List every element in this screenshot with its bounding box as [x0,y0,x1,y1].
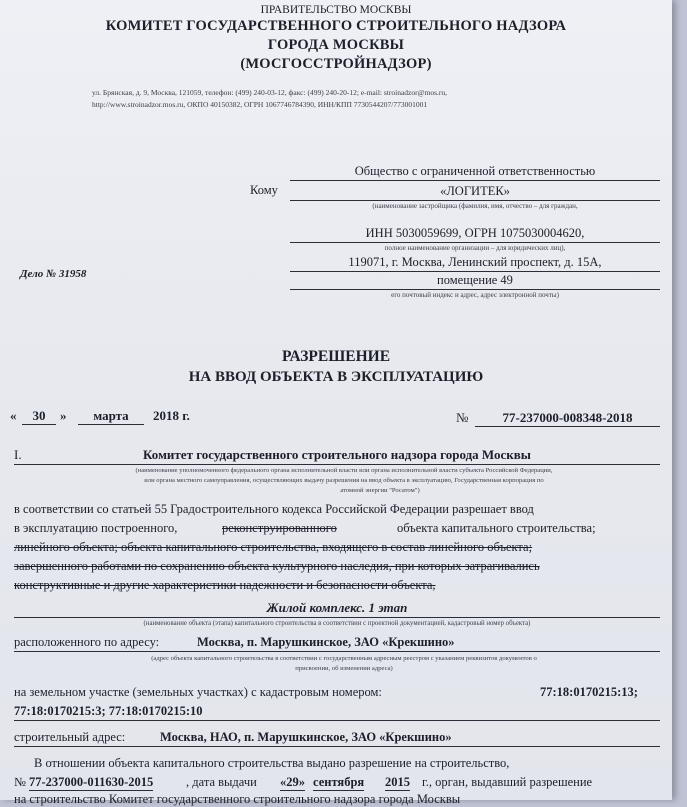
recipient-address-line2: помещение 49 [437,273,513,287]
address-hint-2: присвоении, об изменении адреса) [295,665,393,672]
document-title: РАЗРЕШЕНИЕ [281,348,391,365]
contacts-line2: http://www.stroinadzor.mos.ru, ОКПО 40150382, ОГРН 1067746784390, ИНН/КПП 7730544207/773001001 [92,100,428,109]
to-label: Кому [250,183,278,197]
permit-number-label: № [456,410,469,425]
permit-year: 2015 [385,775,410,789]
permit-number: 77-237000-008348-2018 [502,410,633,425]
recipient-hint-2: полное наименование организации – для юридических лиц), [384,244,566,252]
address-hint-1: (адрес объекта капитального строительства в соответствии с государственным адресным реестром с указанием реквизитов документов о [151,655,537,662]
document-subtitle: НА ВВОД ОБЪЕКТА В ЭКСПЛУАТАЦИЮ [188,369,484,385]
para-line2-a: в эксплуатацию построенного, [14,521,178,535]
date-month: марта [93,408,129,423]
authority-hint-2: или органа местного самоуправления, осуществляющих выдачу разрешения на ввод объекта в эксплуатацию, Государственная корпорация по [144,477,544,484]
committee-title-line2: ГОРОДА МОСКВЫ [267,37,405,53]
case-number: Дело № 31958 [20,268,87,280]
issuing-authority: Комитет государственного строительного надзора города Москвы [143,447,531,462]
permit-date-label: , дата выдачи [186,775,257,789]
permit-line1: В отношении объекта капитального строительства выдано разрешение на строительство, [34,756,510,770]
build-address-value: Москва, НАО, п. Марушкинское, ЗАО «Крекшино» [160,730,452,744]
land-label: на земельном участке (земельных участках) с кадастровым номером: [14,685,382,699]
contacts-line1: ул. Брянская, д. 9, Москва, 121059, телефон: (499) 240-03-12, факс: (499) 240-20-12; e-mail: stroinadzor@mos.ru, [92,88,448,97]
para-line1: в соответствии со статьей 55 Градостроительного кодекса Российской Федерации разрешает ввод [14,502,534,516]
permit-no-prefix: № [14,775,26,789]
date-quote-close: » [60,408,67,423]
permit-month: сентября [313,775,365,789]
section-roman: I. [14,447,22,462]
permit-line2: на строительство Комитет государственного строительного надзора города Москвы [14,792,461,806]
permit-no: 77-237000-011630-2015 [29,775,154,789]
recipient-hint-1: (наименование застройщика (фамилия, имя, отчество – для граждан, [372,202,578,210]
committee-title-line1: КОМИТЕТ ГОСУДАРСТВЕННОГО СТРОИТЕЛЬНОГО НАДЗОРА [105,18,567,34]
authority-hint-3: атомной энергии "Росатом") [340,487,420,494]
gov-header: ПРАВИТЕЛЬСТВО МОСКВЫ [260,4,412,16]
recipient-address-line1: 119071, г. Москва, Ленинский проспект, д. 15А, [348,255,602,269]
para-line2-struck: реконструированного [222,521,337,535]
date-quote-open: « [10,408,17,423]
recipient-ids: ИНН 5030059699, ОГРН 1075030004620, [365,226,585,240]
address-label: расположенного по адресу: [14,635,160,649]
para-line3-struck: линейного объекта; объекта капитального строительства, входящего в состав линейного объекта; [14,540,533,554]
object-name: Жилой комплекс. 1 этап [266,600,408,615]
para-line2-c: объекта капитального строительства; [397,521,596,535]
recipient-org-line2: «ЛОГИТЕК» [440,184,510,198]
build-address-label: строительный адрес: [14,730,126,744]
permit-tail: г., орган, выдавший разрешение [422,775,593,789]
para-line4-struck: завершенного работами по сохранению объекта культурного наследия, при которых затрагивались [14,559,540,573]
recipient-org-line1: Общество с ограниченной ответственностью [354,164,596,178]
permit-day: «29» [280,775,305,789]
object-hint: (наименование объекта (этапа) капитального строительства в соответствии с проектной документацией, кадастровый номер объекта) [143,620,531,627]
date-year: 2018 г. [153,408,190,423]
authority-hint-1: (наименование уполномоченного федерального органа исполнительной власти или органа исполнительной власти субъекта Российской Федерации, [135,467,553,474]
address-value: Москва, п. Марушкинское, ЗАО «Крекшино» [197,635,455,649]
land-cadastral-2: 77:18:0170215:3; 77:18:0170215:10 [14,704,203,718]
date-day: 30 [32,408,46,423]
para-line5-struck: конструктивные и другие характеристики надежности и безопасности объекта, [14,578,436,592]
land-cadastral-1: 77:18:0170215:13; [540,685,638,699]
committee-title-line3: (МОСГОССТРОЙНАДЗОР) [240,56,432,72]
recipient-hint-3: его почтовый индекс и адрес, адрес электронной почты) [391,291,559,299]
